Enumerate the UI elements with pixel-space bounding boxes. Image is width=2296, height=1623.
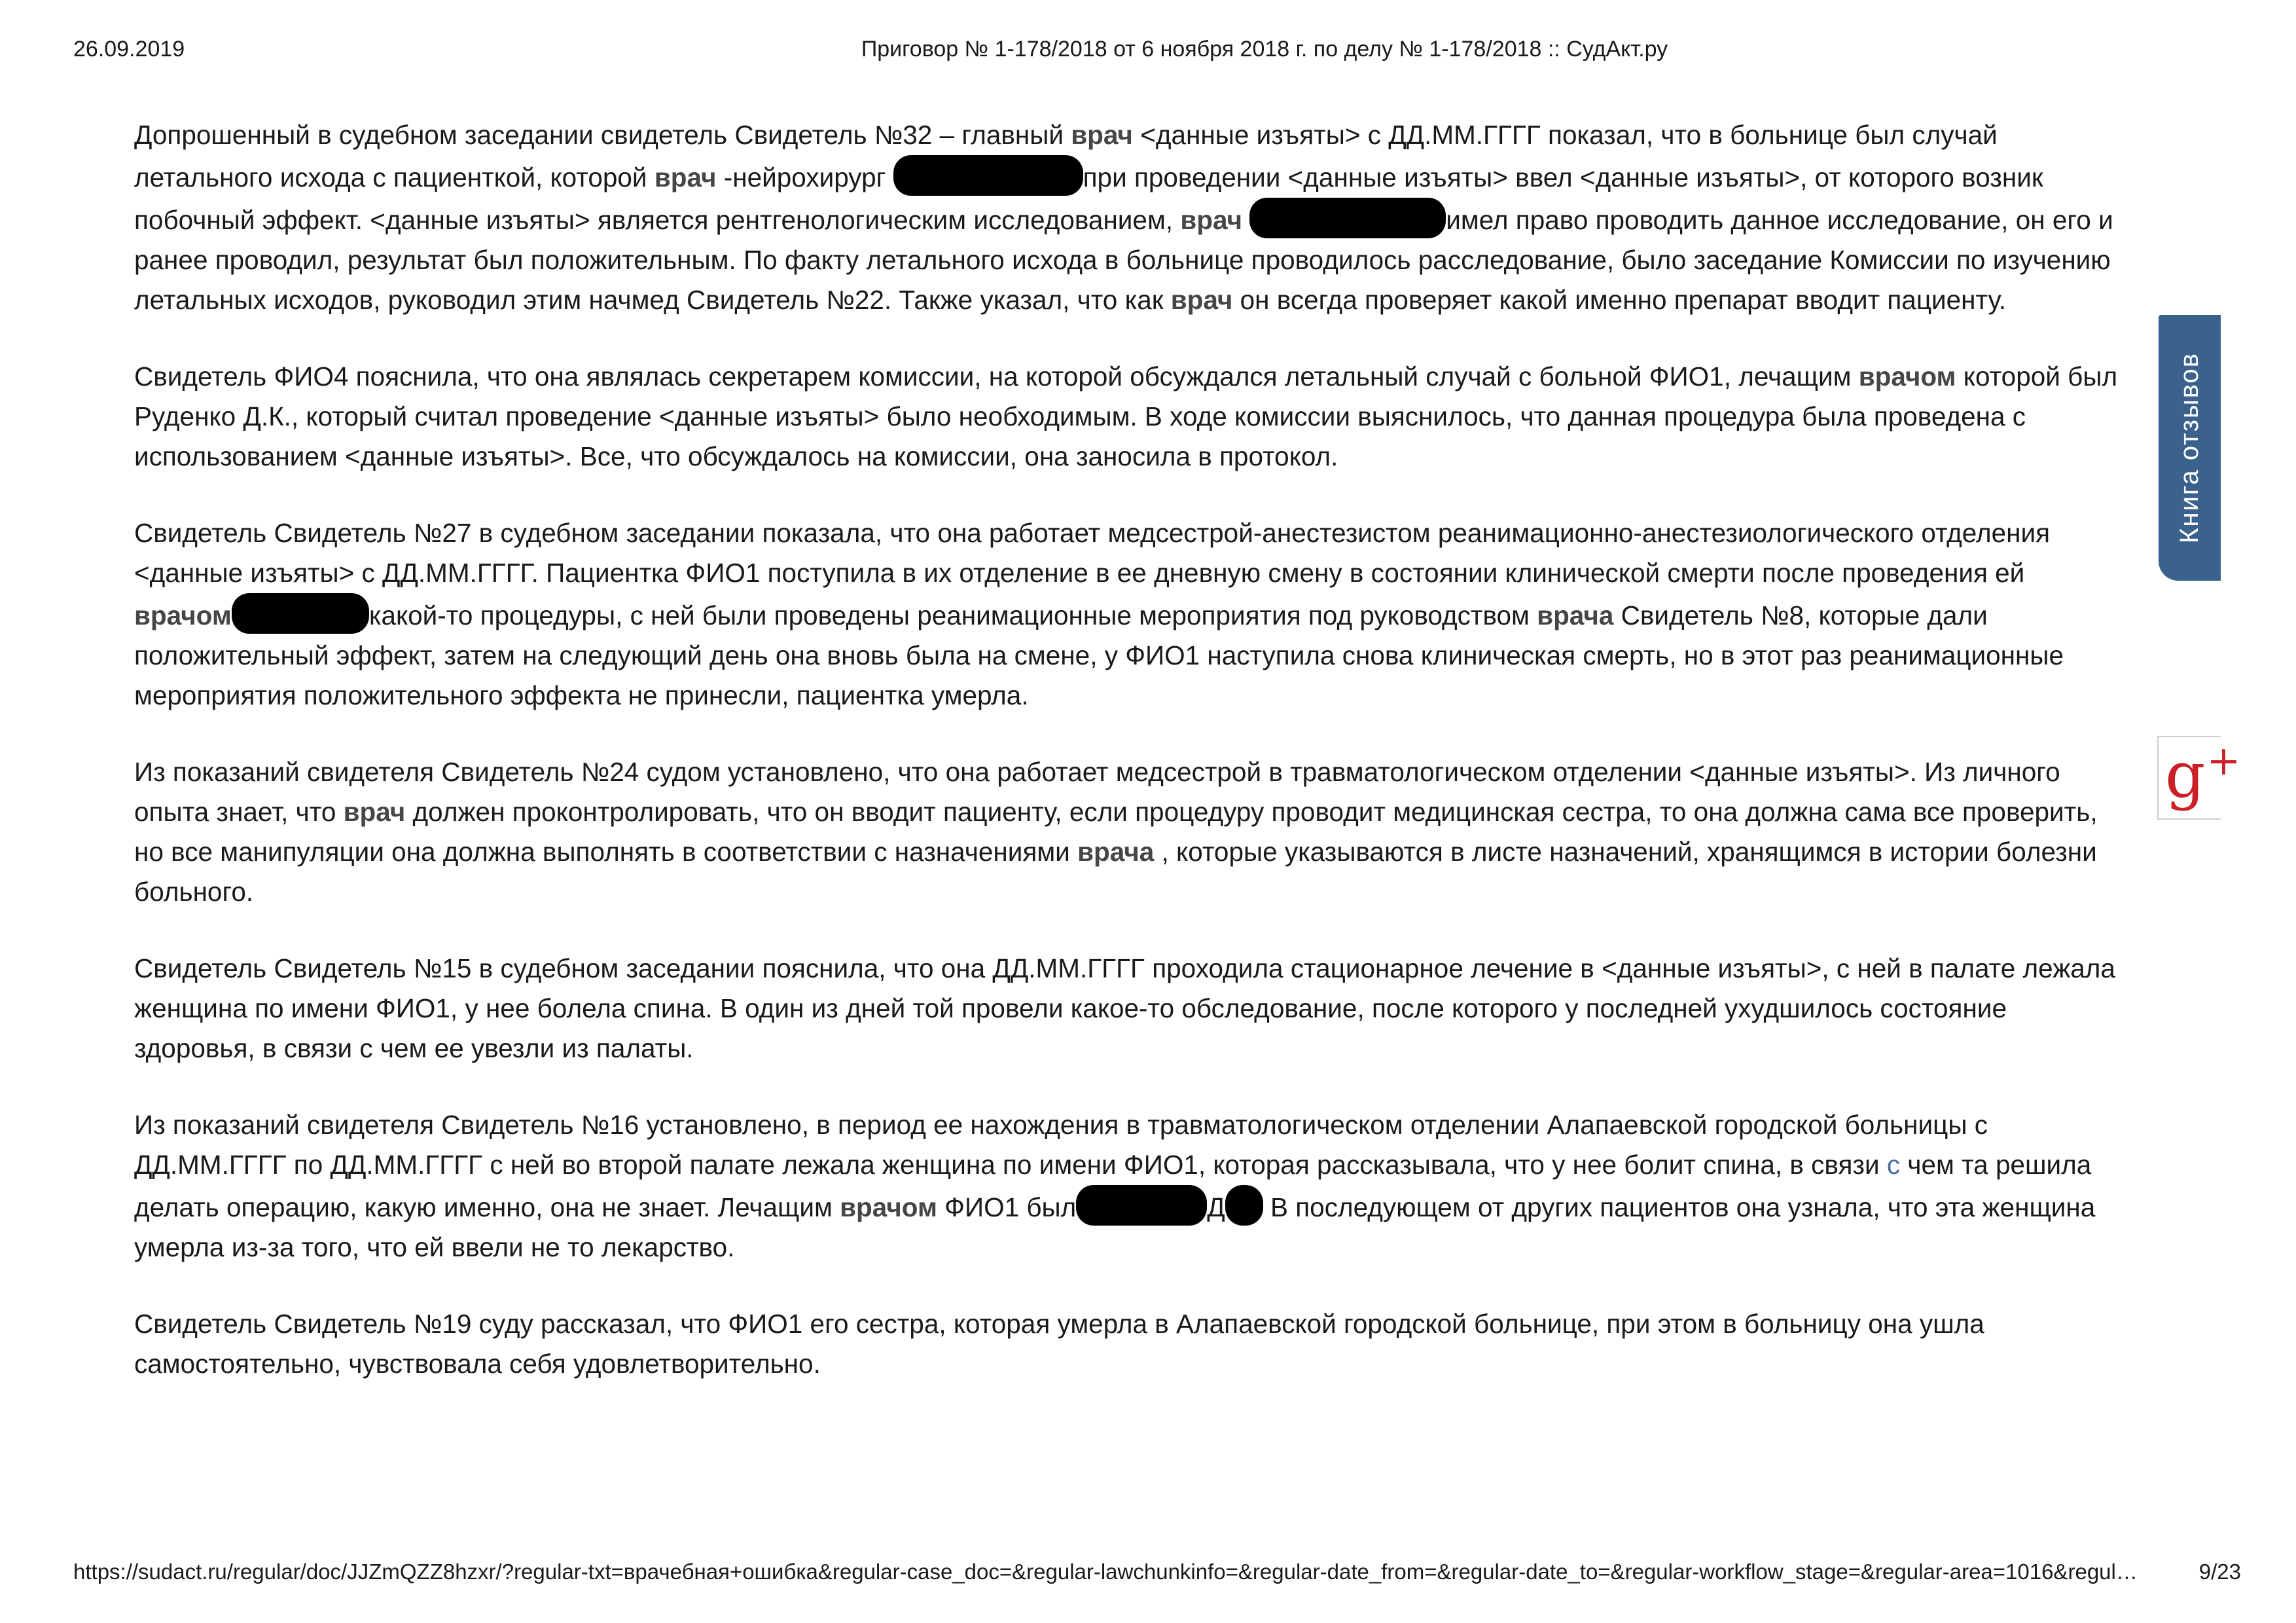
highlighted-search-term: врач: [1180, 205, 1242, 235]
text-run: при проведении <данные изъяты> ввел <данные изъяты>, от которого возник побочный эффект. <данные изъяты> является рентгенологическим исследованием,: [134, 162, 2043, 235]
text-run: Свидетель Свидетель №19 суду рассказал, что ФИО1 его сестра, которая умерла в Алапаевской городской больнице, при этом в больницу она ушла самостоятельно, чувствовала себя удовлетворительно.: [134, 1309, 1984, 1379]
highlighted-search-term: врача: [1537, 600, 1614, 630]
text-run: которой был Руденко Д.К., который считал проведение <данные изъяты> было необходимым. В ходе комиссии выяснилось, что данная процедура была проведена с использованием <данные изъяты>. Все, что обсуждалось на комиссии, она заносила в протокол.: [134, 361, 2118, 471]
google-plus-share-button[interactable]: [2157, 736, 2241, 820]
redaction-box: [893, 155, 1083, 196]
print-header-title: Приговор № 1-178/2018 от 6 ноября 2018 г. по делу № 1-178/2018 :: СудАкт.ру: [861, 37, 1668, 62]
paragraph: [134, 1105, 2119, 1267]
document-body: [134, 115, 2119, 1421]
text-run: Свидетель №8, которые дали положительный эффект, затем на следующий день она вновь была на смене, у ФИО1 наступила снова клиническая смерть, но в этот раз реанимационные мероприятия положительного эффекта не принесли, пациентка умерла.: [134, 600, 2064, 710]
google-plus-icon: g+: [2165, 737, 2241, 812]
text-run: имел право проводить данное исследование, он его и ранее проводил, результат был положительным. По факту летального исхода в больнице проводилось расследование, было заседание Комиссии по изучению летальных исходов, руководил этим начмед Свидетель №22. Также указал, что как: [134, 205, 2113, 315]
text-run: чем та решила делать операцию, какую именно, она не знает. Лечащим: [134, 1150, 2092, 1222]
text-run: Из показаний свидетеля Свидетель №24 судом установлено, что она работает медсестрой в травматологическом отделении <данные изъяты>. Из личного опыта знает, что: [134, 757, 2060, 827]
print-header-date: 26.09.2019: [73, 37, 185, 62]
highlighted-search-term: врач: [654, 162, 717, 192]
text-run: Свидетель ФИО4 пояснила, что она являлась секретарем комиссии, на которой обсуждался летальный случай с больной ФИО1, лечащим: [134, 361, 1859, 392]
inline-link[interactable]: с: [1886, 1150, 1901, 1180]
highlighted-search-term: врач: [1071, 120, 1133, 150]
text-run: он всегда проверяет какой именно препарат вводит пациенту.: [1232, 285, 2006, 315]
feedback-book-tab[interactable]: [2159, 315, 2221, 581]
highlighted-search-term: врача: [1077, 837, 1155, 867]
paragraph: [134, 752, 2119, 912]
highlighted-search-term: врачом: [134, 600, 232, 630]
feedback-book-tab-label: Книга отзывов: [2175, 352, 2204, 543]
paragraph: [134, 115, 2119, 320]
text-run: -нейрохирург: [716, 162, 893, 192]
highlighted-search-term: врачом: [840, 1192, 937, 1222]
paragraph: [134, 513, 2119, 716]
text-run: какой-то процедуры, с ней были проведены реанимационные мероприятия под руководством: [368, 600, 1537, 630]
paragraph: [134, 357, 2119, 477]
paragraph: [134, 1304, 2119, 1384]
print-footer-page-number: 9/23: [2198, 1559, 2241, 1584]
redaction-box: [1076, 1185, 1207, 1226]
text-run: <данные изъяты> с ДД.ММ.ГГГГ показал, что в больнице был случай летального исхода с пациенткой, которой: [134, 120, 1998, 192]
redaction-box: [232, 593, 369, 634]
text-run: , которые указываются в листе назначений, хранящимся в истории болезни больного.: [134, 837, 2097, 907]
redaction-box: [1249, 198, 1446, 238]
text-run: Свидетель Свидетель №15 в судебном заседании пояснила, что она ДД.ММ.ГГГГ проходила стационарное лечение в <данные изъяты>, с ней в палате лежала женщина по имени ФИО1, у нее болела спина. В один из дней той провели какое-то обследование, после которого у последней ухудшилось состояние здоровья, в связи с чем ее увезли из палаты.: [134, 953, 2115, 1063]
text-run: В последующем от других пациентов она узнала, что эта женщина умерла из-за того, что ей ввели не то лекарство.: [134, 1192, 2096, 1262]
redaction-box: [1225, 1185, 1263, 1226]
text-run: Д: [1207, 1192, 1225, 1222]
paragraph: [134, 949, 2119, 1068]
text-run: Допрошенный в судебном заседании свидетель Свидетель №32 – главный: [134, 120, 1071, 150]
text-run: [1242, 205, 1249, 235]
highlighted-search-term: врач: [343, 797, 406, 827]
text-run: Из показаний свидетеля Свидетель №16 установлено, в период ее нахождения в травматологическом отделении Алапаевской городской больницы с ДД.ММ.ГГГГ по ДД.ММ.ГГГГ с ней во второй палате лежала женщина по имени ФИО1, которая рассказывала, что у нее болит спина, в связи: [134, 1110, 1988, 1180]
text-run: ФИО1 был: [937, 1192, 1077, 1222]
highlighted-search-term: врач: [1170, 285, 1233, 315]
text-run: должен проконтролировать, что он вводит пациенту, если процедуру проводит медицинская сестра, то она должна сама все проверить, но все манипуляции она должна выполнять в соответствии с назначениями: [134, 797, 2098, 867]
text-run: Свидетель Свидетель №27 в судебном заседании показала, что она работает медсестрой-анестезистом реанимационно-анестезиологического отделения <данные изъяты> с ДД.ММ.ГГГГ. Пациентка ФИО1 поступила в их отделение в ее дневную смену в состоянии клинической смерти после проведения ей: [134, 518, 2051, 588]
print-footer-url: https://sudact.ru/regular/doc/JJZmQZZ8hzxr/?regular-txt=врачебная+ошибка&regular-case_doc=&regular-lawchunkinfo=&regular-date_from=&regular-date_to=&regular-workflow_stage=&regular-area=1016&regul…: [73, 1559, 2138, 1584]
highlighted-search-term: врачом: [1858, 361, 1956, 392]
